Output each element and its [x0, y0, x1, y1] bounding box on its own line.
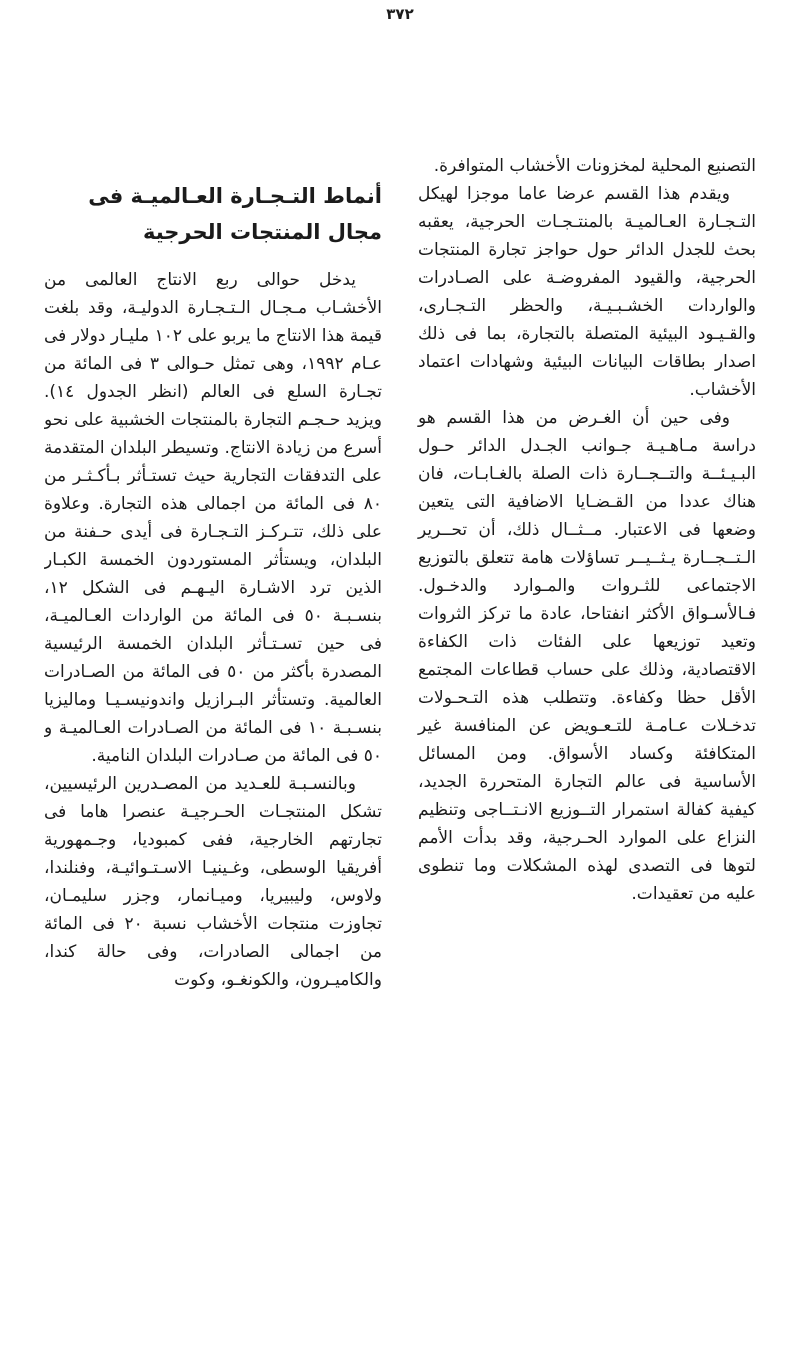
right-column: [418, 152, 756, 1372]
left-column: [44, 152, 382, 1372]
paragraph: وبالنسـبـة للعـديد من المصـدرين الرئيسيين، تشكل المنتجـات الحـرجيـة عنصرا هاما فى تجارتهم الخارجية، ففى كمبوديا، وجـمهورية أفريقيا الوسطى، وغـينيـا الاسـتـوائيـة، وفنلندا، ولاوس، وليبيريا، وميـانمار، وجزر سليمـان، تجاوزت منتجات الأخشاب نسبة ٢٠ فى المائة من اجمالى الصادرات، وفى حالة كندا، والكاميـرون، والكونغـو، وكوت: [44, 774, 382, 990]
section-heading-line-1: أنماط التـجـارة العـالميـة فى: [88, 184, 382, 208]
two-column-layout: [44, 152, 756, 1372]
paragraph: ويقدم هذا القسم عرضا عاما موجزا لهيكل التـجـارة العـالميـة بالمنتـجـات الحرجية، يعقبه بحث للجدل الدائر حول حواجز تجارة المنتجات الحرجية، والقيود المفروضـة على الصـادرات والواردات الخشـبـيـة، والحظر التـجـارى، والقـيـود البيئية المتصلة بالتجارة، بما فى ذلك اصدار بطاقات البيانات البيئية وشهادات اعتماد الأخشاب.: [418, 184, 756, 400]
section-heading-line-2: مجال المنتجات الحرجية: [142, 220, 382, 244]
paragraph: وفى حين أن الغـرض من هذا القسم هو دراسة مـاهـيـة جـوانب الجـدل الدائر حـول البـيـئــة والتــجــارة ذات الصلة بالغـابـات، فان هناك عددا من القـضـايا الاضافية التى يتعين وضعها فى الاعتبار. مــثــال ذلك، أن تحــرير الـتــجــارة يـثــيــر تساؤلات هامة تتعلق بالتوزيع الاجتماعى للثـروات والمـوارد والدخـول. فـالأسـواق الأكثر انفتاحا، عادة ما تركز الثروات وتعيد توزيعها على الفئات ذات الكفاءة الاقتصادية، وذلك على حساب قطاعات المجتمع الأقل حظا وكفاءة. وتتطلب هذه التـحـولات تدخـلات عـامـة للتـعـويض عن المنافسة غير المتكافئة وكساد الأسواق. ومن المسائل الأساسية فى عالم التجارة المتحررة الجديد، كيفية كفالة استمرار التــوزيع الانـتــاجى وتنظيم النزاع على الموارد الحـرجية، وقد بدأت الأمم لتوها فى التصدى لهذه المشكلات وما تنطوى عليه من تعقيدات.: [418, 408, 756, 904]
section-heading: [44, 178, 382, 250]
paragraph: يدخل حوالى ربع الانتاج العالمى من الأخشـاب مـجـال الـتـجـارة الدوليـة، وقد بلغت قيمة هذا الانتاج ما يربو على ١٠٢ مليـار دولار فى عـام ١٩٩٢، وهى تمثل حـوالى ٣ فى المائة من تجـارة السلع فى العالم (انظر الجدول ١٤). ويزيد حـجـم التجارة بالمنتجات الخشبية على نحو أسرع من زيادة الانتاج. وتسيطر البلدان المتقدمة على التدفقات التجارية حيث تستـأثر بـأكـثـر من ٨٠ فى المائة من اجمالى هذه التجارة. وعلاوة على ذلك، تتـركـز التـجـارة فى أيدى حـفنة من البلدان، ويستأثر المستوردون الخمسة الكبـار الذين ترد الاشـارة اليـهـم فى الشكل ١٢، بنسـبـة ٥٠ فى المائة من الواردات العـالميـة، فى حين تسـتـأثر البلدان الخمسة الرئيسية المصدرة بأكثر من ٥٠ فى المائة من الصـادرات العالمية. وتستأثر البـرازيل واندونيسـيـا وماليزيا بنسـبـة ١٠ فى المائة من الصـادرات العـالميـة و ٥٠ فى المائة من صـادرات البلدان النامية.: [44, 270, 383, 766]
page-number: ٣٧٢: [386, 5, 414, 23]
paragraph-continuation: التصنيع المحلية لمخزونات الأخشاب المتوافرة.: [433, 156, 756, 176]
